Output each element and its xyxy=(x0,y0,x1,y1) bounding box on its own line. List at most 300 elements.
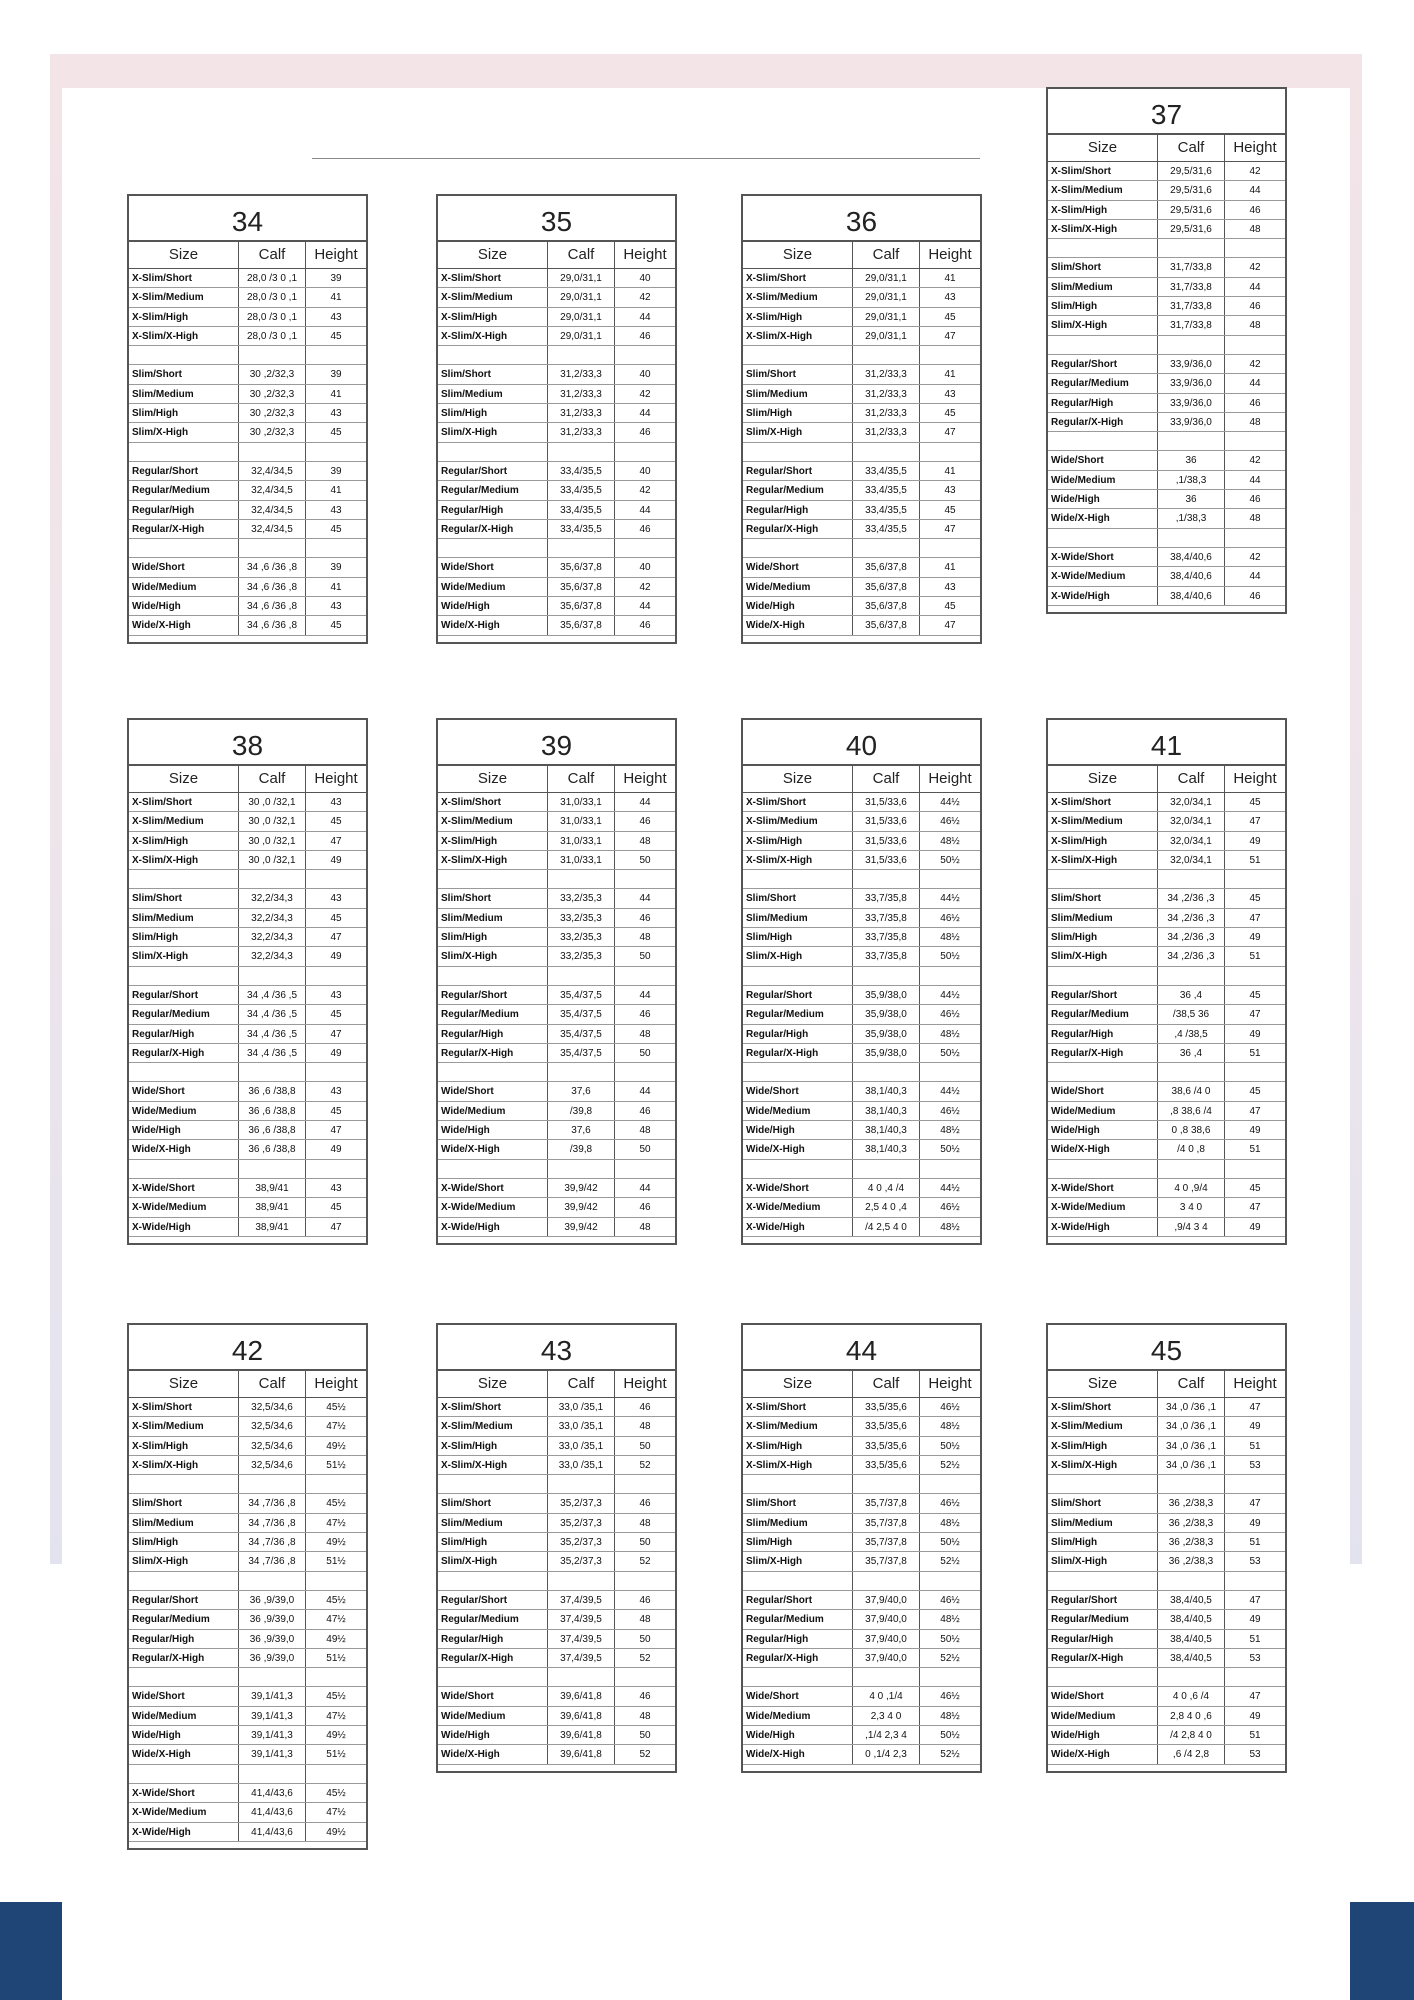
table-row xyxy=(1048,1687,1285,1706)
calf-cell xyxy=(853,1063,920,1081)
height-cell: 40 xyxy=(639,273,651,284)
calf-cell: 38,4/40,6 xyxy=(1158,587,1225,605)
calf-cell: 29,0/31,1 xyxy=(548,269,615,287)
height-cell: 46 xyxy=(639,427,651,439)
table-row xyxy=(743,501,980,520)
height-cell: 49 xyxy=(1249,1517,1261,1529)
calf-cell: ,8 38,6 /4 xyxy=(1158,1102,1225,1120)
table-row xyxy=(438,327,675,346)
size-cell: Regular/X-High xyxy=(438,1044,548,1062)
size-cell: X-Slim/X-High xyxy=(438,327,548,345)
size-cell xyxy=(129,539,239,557)
table-row xyxy=(438,462,675,481)
table-row xyxy=(438,404,675,423)
size-cell xyxy=(129,967,239,985)
calf-cell: 33,2/35,3 xyxy=(548,928,615,946)
calf-cell xyxy=(548,1063,615,1081)
size-cell: Slim/X-High xyxy=(438,1552,548,1570)
header-size: Size xyxy=(743,1371,853,1397)
calf-cell: 38,9/41 xyxy=(239,1198,306,1216)
calf-cell xyxy=(1158,529,1225,547)
height-cell: 47½ xyxy=(326,1614,346,1626)
table-row xyxy=(438,1591,675,1610)
height-cell: 50 xyxy=(639,1047,651,1059)
size-cell: X-Wide/Short xyxy=(1048,548,1158,566)
calf-cell: 4 0 ,1/4 xyxy=(853,1687,920,1705)
table-row xyxy=(438,1630,675,1649)
height-cell: 52 xyxy=(639,1459,651,1471)
height-cell xyxy=(615,1572,675,1590)
size-cell: Wide/Short xyxy=(438,1082,548,1100)
size-cell: Slim/X-High xyxy=(1048,1552,1158,1570)
size-cell: Slim/X-High xyxy=(743,423,853,441)
size-cell xyxy=(1048,967,1158,985)
size-cell: Slim/Short xyxy=(129,365,239,383)
table-row xyxy=(1048,1707,1285,1726)
calf-cell: 38,6 /4 0 xyxy=(1158,1082,1225,1100)
size-cell: Slim/X-High xyxy=(743,1552,853,1570)
table-row xyxy=(743,385,980,404)
height-cell: 51 xyxy=(1249,1730,1261,1742)
height-cell: 45 xyxy=(944,311,956,323)
calf-cell: 30 ,2/32,3 xyxy=(239,365,306,383)
table-row xyxy=(743,1591,980,1610)
table-row xyxy=(743,1179,980,1198)
height-cell: 45 xyxy=(330,330,342,342)
table-row xyxy=(438,1179,675,1198)
height-cell: 50½ xyxy=(940,1144,960,1156)
table-title: 36 xyxy=(743,196,980,242)
table-row xyxy=(129,1005,366,1024)
height-cell: 48½ xyxy=(940,1421,960,1433)
table-row xyxy=(129,308,366,327)
height-cell: 43 xyxy=(330,797,342,808)
table-row xyxy=(129,1745,366,1764)
calf-cell: 33,5/35,6 xyxy=(853,1417,920,1435)
calf-cell: 34 ,4 /36 ,5 xyxy=(239,986,306,1004)
header-height: Height xyxy=(623,246,667,263)
calf-cell: 38,1/40,3 xyxy=(853,1102,920,1120)
table-spacer-row xyxy=(129,967,366,986)
calf-cell: 29,5/31,6 xyxy=(1158,181,1225,199)
table-row xyxy=(129,1514,366,1533)
size-cell xyxy=(129,1572,239,1590)
height-cell: 50½ xyxy=(940,854,960,866)
height-cell: 41 xyxy=(944,273,956,284)
calf-cell: 32,5/34,6 xyxy=(239,1417,306,1435)
table-row xyxy=(129,909,366,928)
calf-cell: 33,5/35,6 xyxy=(853,1437,920,1455)
height-cell: 47 xyxy=(1249,1691,1261,1703)
table-row xyxy=(1048,316,1285,335)
height-cell: 43 xyxy=(944,581,956,593)
height-cell: 43 xyxy=(944,292,956,304)
height-cell: 46 xyxy=(639,1009,651,1021)
calf-cell: 0 ,8 38,6 xyxy=(1158,1121,1225,1139)
size-cell: X-Slim/Short xyxy=(1048,793,1158,811)
calf-cell: 33,9/36,0 xyxy=(1158,413,1225,431)
table-row xyxy=(743,288,980,307)
calf-cell: 38,1/40,3 xyxy=(853,1082,920,1100)
height-cell: 45 xyxy=(1249,893,1261,905)
calf-cell: 39,1/41,3 xyxy=(239,1745,306,1763)
table-footer xyxy=(438,1765,675,1771)
table-row xyxy=(1048,1417,1285,1436)
size-cell: X-Wide/Medium xyxy=(129,1803,239,1821)
height-cell: 45 xyxy=(330,1202,342,1214)
height-cell: 45 xyxy=(330,1105,342,1117)
calf-cell: 35,6/37,8 xyxy=(548,558,615,576)
header-size: Size xyxy=(438,1371,548,1397)
calf-cell: 31,7/33,8 xyxy=(1158,258,1225,276)
table-row xyxy=(1048,297,1285,316)
size-cell: X-Wide/Medium xyxy=(1048,1198,1158,1216)
height-cell: 50½ xyxy=(940,1633,960,1645)
table-row xyxy=(438,1707,675,1726)
size-cell: Slim/Short xyxy=(438,889,548,907)
size-cell: Regular/Short xyxy=(129,1591,239,1609)
calf-cell: 33,7/35,8 xyxy=(853,947,920,965)
calf-cell: 38,9/41 xyxy=(239,1179,306,1197)
size-cell: X-Slim/Medium xyxy=(438,1417,548,1435)
header-size: Size xyxy=(1048,135,1158,161)
calf-cell xyxy=(1158,432,1225,450)
height-cell xyxy=(920,1063,980,1081)
table-row xyxy=(1048,812,1285,831)
calf-cell xyxy=(853,539,920,557)
size-cell: Regular/Medium xyxy=(743,1005,853,1023)
table-row xyxy=(743,616,980,635)
calf-cell: 36 ,4 xyxy=(1158,1044,1225,1062)
table-row xyxy=(438,1437,675,1456)
size-cell: X-Wide/Short xyxy=(743,1179,853,1197)
corner-block-right xyxy=(1350,1902,1414,2000)
size-cell: Regular/Medium xyxy=(129,1005,239,1023)
size-cell: Wide/X-High xyxy=(743,1140,853,1158)
size-cell xyxy=(129,1668,239,1686)
calf-cell: 36 ,2/38,3 xyxy=(1158,1514,1225,1532)
size-cell: Slim/High xyxy=(743,928,853,946)
size-cell: Regular/Medium xyxy=(438,1005,548,1023)
size-cell: Wide/High xyxy=(129,1726,239,1744)
table-row xyxy=(438,1044,675,1063)
table-row xyxy=(438,1494,675,1513)
size-table-45 xyxy=(1046,1323,1287,1773)
calf-cell: 33,2/35,3 xyxy=(548,889,615,907)
calf-cell xyxy=(1158,1668,1225,1686)
calf-cell: 34 ,4 /36 ,5 xyxy=(239,1005,306,1023)
calf-cell: 31,5/33,6 xyxy=(853,812,920,830)
table-row xyxy=(743,1610,980,1629)
height-cell: 46½ xyxy=(940,816,960,828)
size-cell xyxy=(438,539,548,557)
height-cell xyxy=(920,1572,980,1590)
calf-cell xyxy=(239,1668,306,1686)
height-cell: 42 xyxy=(1249,455,1261,467)
height-cell xyxy=(615,1475,675,1493)
size-cell: Regular/Short xyxy=(743,1591,853,1609)
table-row xyxy=(1048,181,1285,200)
height-cell: 51½ xyxy=(326,1459,346,1471)
table-row xyxy=(129,1823,366,1842)
height-cell: 46 xyxy=(639,1498,651,1510)
table-spacer-row xyxy=(129,1668,366,1687)
calf-cell: 32,4/34,5 xyxy=(239,481,306,499)
table-header xyxy=(129,242,366,269)
table-row xyxy=(438,1687,675,1706)
size-cell: Slim/High xyxy=(438,1533,548,1551)
size-cell: Slim/High xyxy=(743,1533,853,1551)
size-cell: Slim/X-High xyxy=(129,1552,239,1570)
calf-cell: 32,0/34,1 xyxy=(1158,832,1225,850)
height-cell: 45 xyxy=(1249,989,1261,1001)
calf-cell: 31,2/33,3 xyxy=(548,404,615,422)
table-row xyxy=(743,1745,980,1764)
height-cell xyxy=(1225,529,1285,547)
size-cell: X-Slim/X-High xyxy=(743,851,853,869)
table-row xyxy=(438,288,675,307)
calf-cell: ,1/4 2,3 4 xyxy=(853,1726,920,1744)
table-spacer-row xyxy=(743,870,980,889)
calf-cell: 35,2/37,3 xyxy=(548,1552,615,1570)
size-cell xyxy=(438,870,548,888)
height-cell xyxy=(615,1668,675,1686)
size-cell: Wide/Medium xyxy=(129,1707,239,1725)
table-row xyxy=(438,1745,675,1764)
calf-cell: 36 ,4 xyxy=(1158,986,1225,1004)
height-cell: 48 xyxy=(639,1614,651,1626)
calf-cell: 39,6/41,8 xyxy=(548,1726,615,1744)
table-row xyxy=(129,558,366,577)
calf-cell xyxy=(1158,1160,1225,1178)
table-footer xyxy=(743,1765,980,1771)
size-cell: Wide/Medium xyxy=(1048,1707,1158,1725)
table-title: 34 xyxy=(129,196,366,242)
size-cell: X-Slim/High xyxy=(1048,1437,1158,1455)
height-cell xyxy=(615,443,675,461)
calf-cell: 32,0/34,1 xyxy=(1158,793,1225,811)
table-row xyxy=(743,1121,980,1140)
height-cell: 47 xyxy=(330,1028,342,1040)
header-size: Size xyxy=(1048,1371,1158,1397)
table-row xyxy=(129,1025,366,1044)
table-spacer-row xyxy=(1048,432,1285,451)
table-row xyxy=(743,578,980,597)
height-cell: 50 xyxy=(639,1440,651,1452)
size-cell: X-Slim/Short xyxy=(743,1398,853,1416)
height-cell: 42 xyxy=(1249,358,1261,370)
calf-cell: 32,4/34,5 xyxy=(239,462,306,480)
height-cell: 44½ xyxy=(940,1182,960,1194)
table-row xyxy=(743,1005,980,1024)
calf-cell: 32,0/34,1 xyxy=(1158,851,1225,869)
calf-cell: 35,4/37,5 xyxy=(548,986,615,1004)
height-cell: 44 xyxy=(1249,281,1261,293)
calf-cell: 36 xyxy=(1158,451,1225,469)
calf-cell: 33,0 /35,1 xyxy=(548,1437,615,1455)
header-calf: Calf xyxy=(548,766,615,792)
size-cell: Slim/Medium xyxy=(438,909,548,927)
size-cell: Regular/X-High xyxy=(743,1044,853,1062)
header-size: Size xyxy=(743,766,853,792)
table-spacer-row xyxy=(438,1668,675,1687)
table-title: 40 xyxy=(743,720,980,766)
table-header xyxy=(129,1371,366,1398)
size-cell xyxy=(438,1063,548,1081)
table-row xyxy=(129,1649,366,1668)
table-title: 44 xyxy=(743,1325,980,1371)
calf-cell: 35,9/38,0 xyxy=(853,1025,920,1043)
size-cell: X-Slim/X-High xyxy=(1048,1456,1158,1474)
table-header xyxy=(743,766,980,793)
height-cell: 51½ xyxy=(326,1556,346,1568)
table-row xyxy=(438,501,675,520)
height-cell: 46½ xyxy=(940,1498,960,1510)
table-title: 37 xyxy=(1048,89,1285,135)
height-cell xyxy=(615,1063,675,1081)
size-cell: Slim/X-High xyxy=(129,423,239,441)
calf-cell: 29,0/31,1 xyxy=(853,308,920,326)
size-cell: Regular/Medium xyxy=(438,481,548,499)
height-cell: 44½ xyxy=(940,989,960,1001)
size-cell xyxy=(743,539,853,557)
height-cell: 45 xyxy=(1249,1086,1261,1098)
size-cell: Slim/Medium xyxy=(1048,1514,1158,1532)
size-cell: X-Wide/High xyxy=(743,1218,853,1236)
height-cell: 41 xyxy=(330,388,342,400)
calf-cell: 0 ,1/4 2,3 xyxy=(853,1745,920,1763)
size-cell: X-Slim/High xyxy=(743,1437,853,1455)
size-cell: Slim/Medium xyxy=(129,1514,239,1532)
table-row xyxy=(743,1140,980,1159)
height-cell: 48 xyxy=(639,835,651,847)
height-cell: 47 xyxy=(330,1221,342,1233)
table-row xyxy=(1048,1398,1285,1417)
size-cell: Regular/High xyxy=(129,1025,239,1043)
height-cell: 46 xyxy=(639,1105,651,1117)
table-row xyxy=(129,832,366,851)
table-title: 42 xyxy=(129,1325,366,1371)
calf-cell: 36 ,9/39,0 xyxy=(239,1610,306,1628)
calf-cell: 32,2/34,3 xyxy=(239,909,306,927)
size-cell xyxy=(438,1160,548,1178)
height-cell: 51 xyxy=(1249,1537,1261,1549)
height-cell xyxy=(615,967,675,985)
size-cell: X-Slim/X-High xyxy=(129,327,239,345)
table-footer xyxy=(438,1237,675,1243)
height-cell: 48 xyxy=(639,1221,651,1233)
height-cell: 52½ xyxy=(940,1652,960,1664)
height-cell: 49 xyxy=(1249,1614,1261,1626)
height-cell: 47 xyxy=(944,427,956,439)
size-cell: Wide/High xyxy=(129,597,239,615)
table-spacer-row xyxy=(1048,239,1285,258)
table-row xyxy=(1048,587,1285,606)
size-cell: Slim/Short xyxy=(743,1494,853,1512)
calf-cell: 35,7/37,8 xyxy=(853,1552,920,1570)
calf-cell xyxy=(548,1475,615,1493)
height-cell: 44 xyxy=(639,408,651,420)
header-size: Size xyxy=(129,242,239,268)
table-row xyxy=(129,928,366,947)
height-cell: 51 xyxy=(1249,1047,1261,1059)
table-row xyxy=(1048,201,1285,220)
table-row xyxy=(743,1456,980,1475)
size-cell: Slim/Medium xyxy=(129,909,239,927)
table-footer xyxy=(129,636,366,642)
calf-cell xyxy=(1158,967,1225,985)
size-cell: X-Slim/Medium xyxy=(743,812,853,830)
table-title: 38 xyxy=(129,720,366,766)
table-header xyxy=(438,1371,675,1398)
height-cell: 49½ xyxy=(326,1440,346,1452)
header-calf: Calf xyxy=(548,1371,615,1397)
header-calf: Calf xyxy=(1158,135,1225,161)
table-row xyxy=(1048,1726,1285,1745)
calf-cell: 35,9/38,0 xyxy=(853,1044,920,1062)
table-row xyxy=(438,365,675,384)
size-cell: Slim/Short xyxy=(438,365,548,383)
table-spacer-row xyxy=(129,1063,366,1082)
table-row xyxy=(743,423,980,442)
calf-cell: 39,6/41,8 xyxy=(548,1745,615,1763)
table-spacer-row xyxy=(1048,1475,1285,1494)
size-cell: Regular/Short xyxy=(1048,986,1158,1004)
table-row xyxy=(1048,220,1285,239)
height-cell xyxy=(1225,239,1285,257)
size-cell: Wide/X-High xyxy=(438,1745,548,1763)
size-cell: X-Slim/High xyxy=(1048,201,1158,219)
height-cell: 46 xyxy=(639,912,651,924)
size-cell xyxy=(438,1572,548,1590)
table-row xyxy=(743,1687,980,1706)
height-cell: 42 xyxy=(639,581,651,593)
table-row xyxy=(743,597,980,616)
size-cell: Regular/High xyxy=(743,501,853,519)
size-cell xyxy=(743,443,853,461)
table-row xyxy=(129,1044,366,1063)
height-cell: 53 xyxy=(1249,1749,1261,1761)
table-row xyxy=(129,327,366,346)
table-row xyxy=(743,404,980,423)
size-cell: Regular/High xyxy=(129,501,239,519)
table-row xyxy=(1048,1649,1285,1668)
height-cell: 48½ xyxy=(940,1221,960,1233)
table-row xyxy=(743,462,980,481)
size-cell: Regular/Medium xyxy=(438,1610,548,1628)
table-spacer-row xyxy=(1048,1668,1285,1687)
calf-cell: 29,0/31,1 xyxy=(853,288,920,306)
calf-cell: 31,0/33,1 xyxy=(548,793,615,811)
size-cell: X-Slim/Medium xyxy=(129,1417,239,1435)
size-cell: Slim/Medium xyxy=(1048,909,1158,927)
table-row xyxy=(1048,832,1285,851)
height-cell xyxy=(1225,1475,1285,1493)
size-cell: Regular/X-High xyxy=(438,1649,548,1667)
calf-cell: 38,4/40,5 xyxy=(1158,1591,1225,1609)
size-cell: Wide/X-High xyxy=(129,616,239,634)
height-cell xyxy=(920,1668,980,1686)
table-row xyxy=(438,269,675,288)
calf-cell xyxy=(853,1668,920,1686)
table-row xyxy=(129,1591,366,1610)
calf-cell xyxy=(239,1063,306,1081)
size-cell: Slim/Short xyxy=(129,1494,239,1512)
size-cell: X-Slim/High xyxy=(743,832,853,850)
calf-cell xyxy=(1158,1572,1225,1590)
size-cell: Wide/Medium xyxy=(438,578,548,596)
header-height: Height xyxy=(314,246,358,263)
